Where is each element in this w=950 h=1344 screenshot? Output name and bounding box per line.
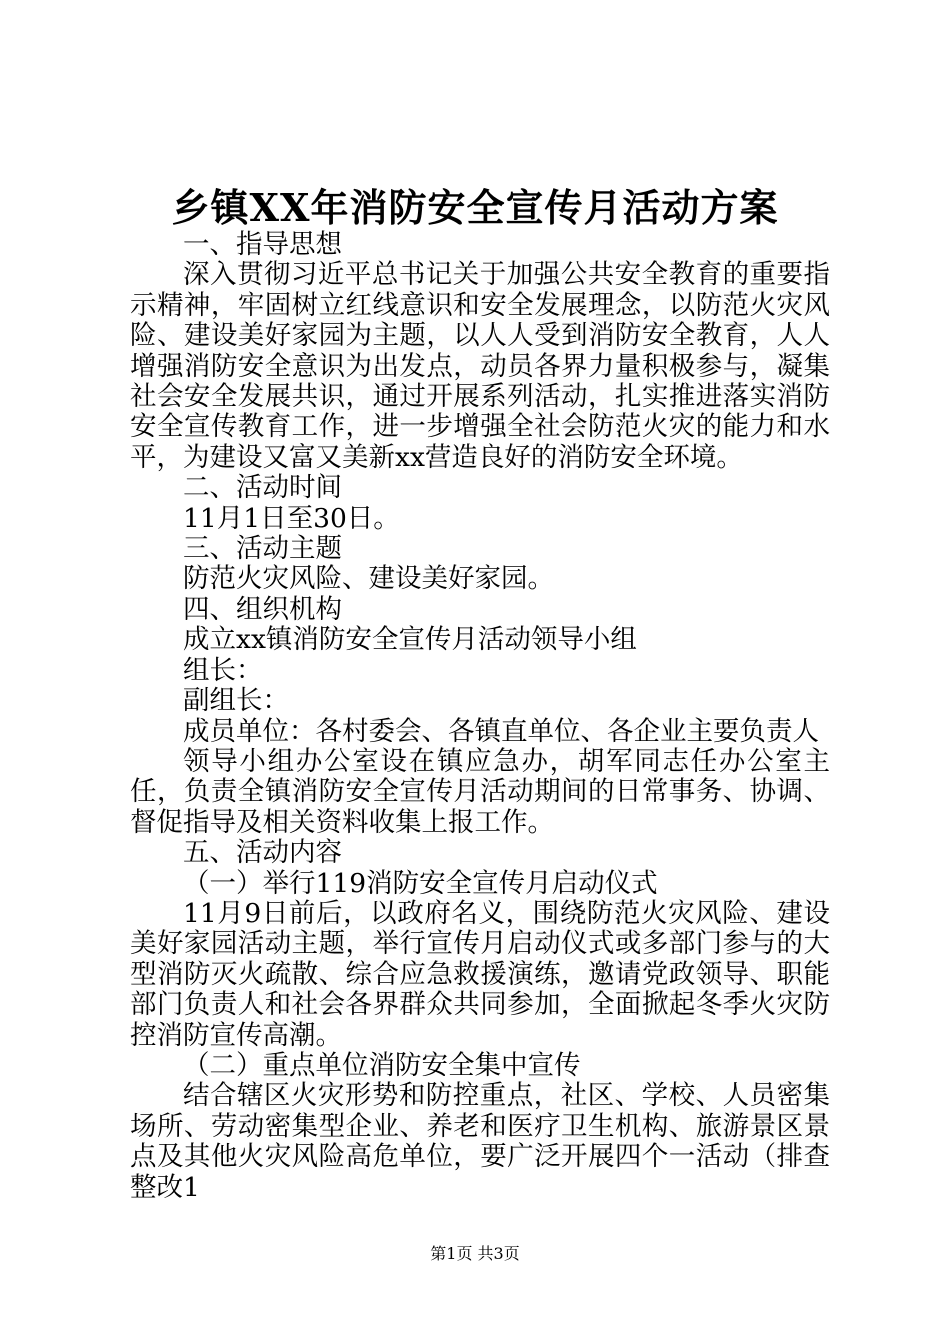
paragraph: 11月1日至30日。: [183, 502, 400, 534]
paragraph: 成员单位：各村委会、各镇直单位、各企业主要负责人: [183, 715, 819, 747]
paragraph: 成立xx镇消防安全宣传月活动领导小组: [183, 624, 637, 656]
document-body: [130, 230, 830, 1203]
paragraph: 防范火灾风险、建设美好家园。: [183, 563, 554, 595]
paragraph: 深入贯彻习近平总书记关于加强公共安全教育的重要指示精神，牢固树立红线意识和安全发展理念，以防范火灾风险、建设美好家园为主题，以人人受到消防安全教育，人人增强消防安全意识为出发点，动员各界力量积极参与，凝集社会安全发展共识，通过开展系列活动，扎实推进落实消防安全宣传教育工作，进一步增强全社会防范火灾的能力和水平，为建设又富又美新xx营造良好的消防安全环境。: [130, 259, 830, 473]
paragraph: 副组长：: [183, 685, 289, 717]
page-footer: 第1页 共3页: [430, 1244, 520, 1263]
paragraph: 结合辖区火灾形势和防控重点，社区、学校、人员密集场所、劳动密集型企业、养老和医疗卫生机构、旅游景区景点及其他火灾风险高危单位，要广泛开展四个一活动（排查整改1: [130, 1080, 830, 1203]
document-title: 乡镇XX年消防安全宣传月活动方案: [171, 185, 779, 230]
section-heading: 一、指导思想: [183, 229, 342, 260]
section-heading: 三、活动主题: [183, 533, 342, 565]
paragraph: 11月9日前后，以政府名义，围绕防范火灾风险、建设美好家园活动主题，举行宣传月启动仪式或多部门参与的大型消防灭火疏散、综合应急救援演练，邀请党政领导、职能部门负责人和社会各界群众共同参加，全面掀起冬季火灾防控消防宣传高潮。: [130, 897, 830, 1051]
section-heading: 四、组织机构: [183, 593, 342, 625]
section-heading: 二、活动时间: [183, 472, 342, 504]
paragraph: 组长：: [183, 654, 263, 686]
paragraph: 领导小组办公室设在镇应急办，胡军同志任办公室主任，负责全镇消防安全宣传月活动期间的日常事务、协调、督促指导及相关资料收集上报工作。: [130, 745, 830, 838]
subsection-heading: （一）举行119消防安全宣传月启动仪式: [183, 867, 658, 899]
subsection-heading: （二）重点单位消防安全集中宣传: [183, 1049, 581, 1081]
section-heading: 五、活动内容: [183, 837, 342, 869]
